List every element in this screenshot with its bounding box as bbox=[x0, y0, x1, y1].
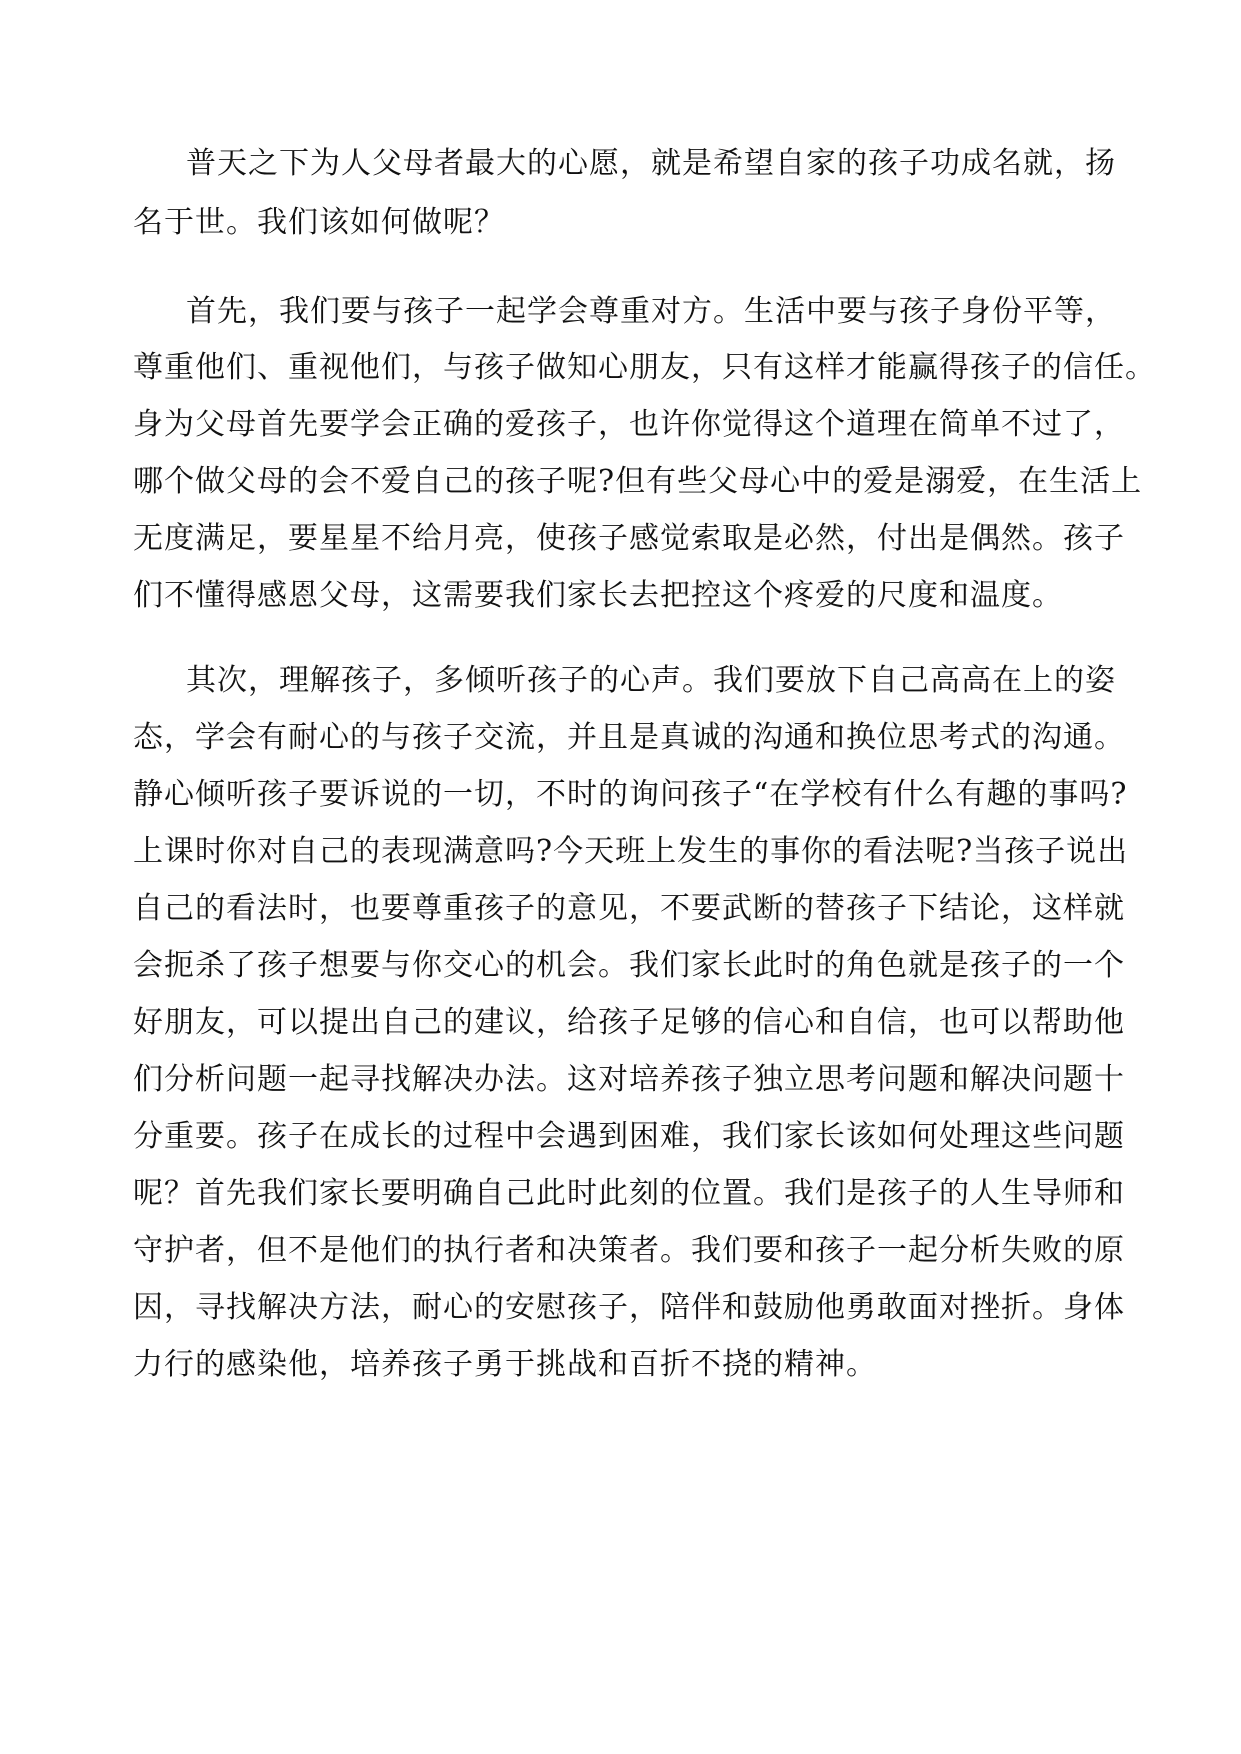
paragraph-3-line-13: 力行的感染他，培养孩子勇于挑战和百折不挠的精神。 bbox=[133, 1347, 877, 1382]
paragraph-3-line-6: 会扼杀了孩子想要与你交心的机会。我们家长此时的角色就是孩子的一个 bbox=[133, 948, 1125, 983]
paragraph-1-line-1: 普天之下为人父母者最大的心愿，就是希望自家的孩子功成名就，扬 bbox=[186, 146, 1116, 181]
paragraph-3-line-5: 自己的看法时，也要尊重孩子的意见，不要武断的替孩子下结论，这样就 bbox=[133, 891, 1125, 926]
paragraph-2-line-4: 哪个做父母的会不爱自己的孩子呢?但有些父母心中的爱是溺爱，在生活上 bbox=[133, 464, 1143, 499]
paragraph-2-line-5: 无度满足，要星星不给月亮，使孩子感觉索取是必然，付出是偶然。孩子 bbox=[133, 521, 1125, 556]
paragraph-3-line-12: 因，寻找解决方法，耐心的安慰孩子，陪伴和鼓励他勇敢面对挫折。身体 bbox=[133, 1290, 1125, 1325]
paragraph-3-line-9: 分重要。孩子在成长的过程中会遇到困难，我们家长该如何处理这些问题 bbox=[133, 1119, 1125, 1154]
paragraph-3-line-4: 上课时你对自己的表现满意吗?今天班上发生的事你的看法呢?当孩子说出 bbox=[133, 834, 1129, 869]
paragraph-3-line-8: 们分析问题一起寻找解决办法。这对培养孩子独立思考问题和解决问题十 bbox=[133, 1062, 1125, 1097]
paragraph-3-line-10: 呢？首先我们家长要明确自己此时此刻的位置。我们是孩子的人生导师和 bbox=[133, 1176, 1125, 1211]
paragraph-2-line-1: 首先，我们要与孩子一起学会尊重对方。生活中要与孩子身份平等， bbox=[186, 294, 1116, 329]
paragraph-2-line-3: 身为父母首先要学会正确的爱孩子，也许你觉得这个道理在简单不过了， bbox=[133, 407, 1125, 442]
paragraph-3-line-1: 其次，理解孩子，多倾听孩子的心声。我们要放下自己高高在上的姿 bbox=[186, 663, 1116, 698]
paragraph-2-line-6: 们不懂得感恩父母，这需要我们家长去把控这个疼爱的尺度和温度。 bbox=[133, 578, 1063, 613]
paragraph-3-line-7: 好朋友，可以提出自己的建议，给孩子足够的信心和自信，也可以帮助他 bbox=[133, 1005, 1125, 1040]
paragraph-3-line-2: 态，学会有耐心的与孩子交流，并且是真诚的沟通和换位思考式的沟通。 bbox=[133, 720, 1125, 755]
paragraph-3-line-11: 守护者，但不是他们的执行者和决策者。我们要和孩子一起分析失败的原 bbox=[133, 1233, 1125, 1268]
paragraph-3-line-3: 静心倾听孩子要诉说的一切，不时的询问孩子“在学校有什么有趣的事吗? bbox=[133, 777, 1128, 812]
paragraph-1-line-2: 名于世。我们该如何做呢？ bbox=[133, 205, 505, 240]
paragraph-2-line-2: 尊重他们、重视他们，与孩子做知心朋友，只有这样才能赢得孩子的信任。 bbox=[133, 350, 1156, 385]
